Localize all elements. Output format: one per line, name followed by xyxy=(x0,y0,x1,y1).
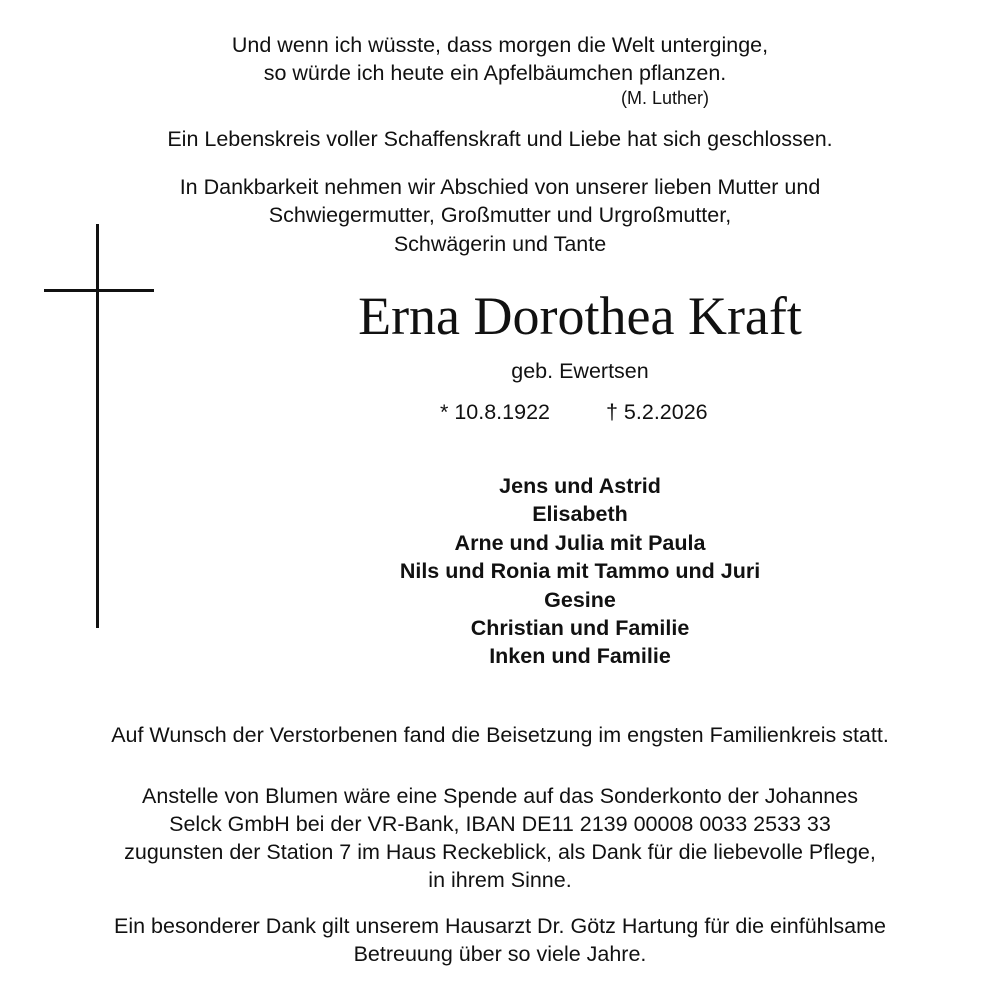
farewell-line: Schwägerin und Tante xyxy=(393,232,607,256)
donation-line: Selck GmbH bei der VR-Bank, IBAN DE11 2139 00008 0033 2533 33 xyxy=(169,812,831,836)
mourner: Jens und Astrid xyxy=(499,474,661,498)
mourner: Arne und Julia mit Paula xyxy=(454,531,706,555)
mourner: Nils und Ronia mit Tammo und Juri xyxy=(399,559,761,583)
intro-text: Ein Lebenskreis voller Schaffenskraft und Liebe hat sich geschlossen. xyxy=(167,127,833,151)
quote-line: so würde ich heute ein Apfelbäumchen pflanzen. xyxy=(263,61,727,85)
quote-author: (M. Luther) xyxy=(621,88,710,108)
donation-line: Anstelle von Blumen wäre eine Spende auf das Sonderkonto der Johannes xyxy=(142,784,858,808)
mourner: Elisabeth xyxy=(532,502,628,526)
death-date: † 5.2.2026 xyxy=(606,400,708,424)
farewell-line: In Dankbarkeit nehmen wir Abschied von unserer lieben Mutter und xyxy=(179,175,821,199)
quote-line: Und wenn ich wüsste, dass morgen die Welt unterginge, xyxy=(231,33,769,57)
thanks-line: Betreuung über so viele Jahre. xyxy=(353,942,647,966)
mourner: Gesine xyxy=(544,588,616,612)
cross-icon-bar xyxy=(44,289,154,292)
birth-date: * 10.8.1922 xyxy=(440,400,550,424)
burial-note: Auf Wunsch der Verstorbenen fand die Beisetzung im engsten Familienkreis statt. xyxy=(111,723,889,747)
mourner: Christian und Familie xyxy=(470,616,690,640)
cross-icon xyxy=(96,224,99,628)
thanks-line: Ein besonderer Dank gilt unserem Hausarzt Dr. Götz Hartung für die einfühlsame xyxy=(114,914,886,938)
farewell-line: Schwiegermutter, Großmutter und Urgroßmutter, xyxy=(268,203,732,227)
maiden-name: geb. Ewertsen xyxy=(511,359,649,383)
mourner: Inken und Familie xyxy=(489,644,671,668)
donation-line: in ihrem Sinne. xyxy=(428,868,572,892)
donation-line: zugunsten der Station 7 im Haus Reckeblick, als Dank für die liebevolle Pflege, xyxy=(124,840,876,864)
deceased-name: Erna Dorothea Kraft xyxy=(358,286,802,346)
